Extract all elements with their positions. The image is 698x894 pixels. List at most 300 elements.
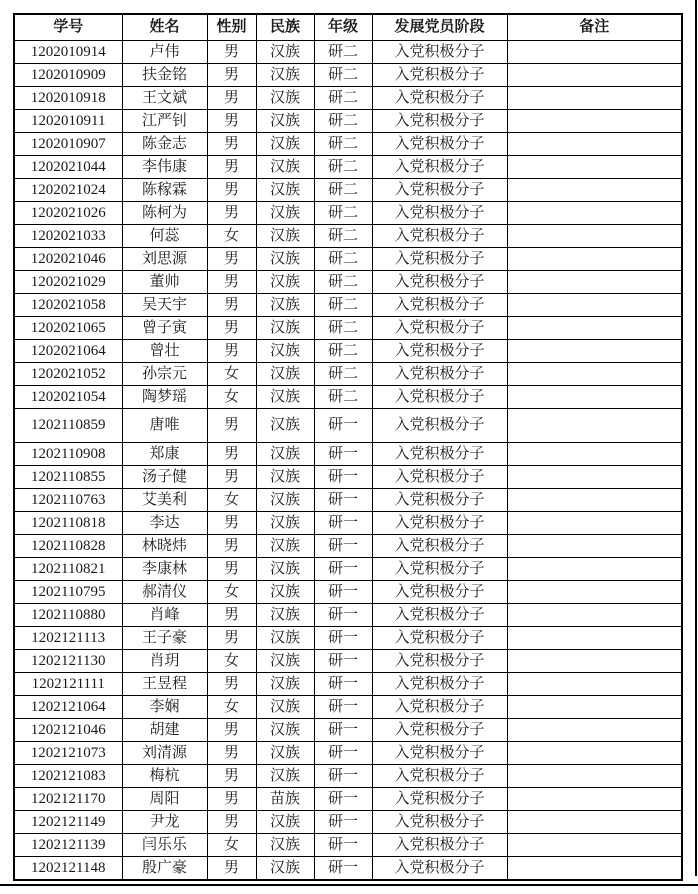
cell-grade: 研二 — [314, 202, 372, 225]
cell-ethnicity: 汉族 — [256, 650, 314, 673]
cell-party-stage: 入党积极分子 — [372, 627, 507, 650]
cell-student-id: 1202110855 — [14, 466, 122, 489]
cell-remarks — [507, 363, 682, 386]
table-row — [14, 719, 682, 742]
cell-gender: 女 — [207, 489, 256, 512]
table-row — [14, 742, 682, 765]
page-edge-right-line — [695, 0, 697, 876]
cell-grade: 研一 — [314, 742, 372, 765]
header-name: 姓名 — [122, 14, 207, 41]
cell-name: 扶金铭 — [122, 64, 207, 87]
cell-remarks — [507, 340, 682, 363]
cell-student-id: 1202021024 — [14, 179, 122, 202]
cell-student-id: 1202121139 — [14, 834, 122, 857]
cell-ethnicity: 汉族 — [256, 857, 314, 881]
header-remarks: 备注 — [507, 14, 682, 41]
cell-grade: 研二 — [314, 41, 372, 64]
cell-grade: 研二 — [314, 110, 372, 133]
cell-remarks — [507, 225, 682, 248]
table-row — [14, 156, 682, 179]
cell-student-id: 1202121149 — [14, 811, 122, 834]
cell-grade: 研一 — [314, 673, 372, 696]
cell-party-stage: 入党积极分子 — [372, 110, 507, 133]
cell-party-stage: 入党积极分子 — [372, 317, 507, 340]
cell-gender: 女 — [207, 696, 256, 719]
table-row — [14, 788, 682, 811]
cell-name: 陶梦瑶 — [122, 386, 207, 409]
cell-student-id: 1202121130 — [14, 650, 122, 673]
cell-student-id: 1202021033 — [14, 225, 122, 248]
cell-ethnicity: 汉族 — [256, 340, 314, 363]
cell-name: 王子豪 — [122, 627, 207, 650]
cell-name: 陈柯为 — [122, 202, 207, 225]
cell-ethnicity: 汉族 — [256, 466, 314, 489]
cell-student-id: 1202021026 — [14, 202, 122, 225]
cell-ethnicity: 汉族 — [256, 133, 314, 156]
cell-remarks — [507, 87, 682, 110]
table-row — [14, 409, 682, 443]
cell-party-stage: 入党积极分子 — [372, 857, 507, 881]
cell-name: 尹龙 — [122, 811, 207, 834]
cell-name: 梅杭 — [122, 765, 207, 788]
cell-remarks — [507, 788, 682, 811]
table-row — [14, 110, 682, 133]
cell-remarks — [507, 834, 682, 857]
cell-gender: 男 — [207, 857, 256, 881]
cell-name: 王文斌 — [122, 87, 207, 110]
header-ethnicity: 民族 — [256, 14, 314, 41]
header-party-stage: 发展党员阶段 — [372, 14, 507, 41]
cell-gender: 男 — [207, 317, 256, 340]
cell-remarks — [507, 133, 682, 156]
cell-name: 王昱程 — [122, 673, 207, 696]
cell-remarks — [507, 765, 682, 788]
cell-ethnicity: 汉族 — [256, 742, 314, 765]
header-student-id: 学号 — [14, 14, 122, 41]
cell-student-id: 1202021029 — [14, 271, 122, 294]
table-row — [14, 248, 682, 271]
cell-grade: 研二 — [314, 363, 372, 386]
table-row — [14, 225, 682, 248]
cell-grade: 研二 — [314, 225, 372, 248]
cell-student-id: 1202010918 — [14, 87, 122, 110]
cell-party-stage: 入党积极分子 — [372, 673, 507, 696]
table-row — [14, 765, 682, 788]
table-row — [14, 512, 682, 535]
cell-gender: 女 — [207, 581, 256, 604]
cell-gender: 男 — [207, 558, 256, 581]
cell-name: 曾子寅 — [122, 317, 207, 340]
cell-remarks — [507, 673, 682, 696]
cell-party-stage: 入党积极分子 — [372, 466, 507, 489]
cell-ethnicity: 汉族 — [256, 765, 314, 788]
table-row — [14, 558, 682, 581]
cell-remarks — [507, 627, 682, 650]
cell-student-id: 1202021044 — [14, 156, 122, 179]
table-row — [14, 179, 682, 202]
cell-name: 汤子健 — [122, 466, 207, 489]
cell-ethnicity: 汉族 — [256, 179, 314, 202]
cell-grade: 研一 — [314, 489, 372, 512]
cell-remarks — [507, 294, 682, 317]
cell-gender: 男 — [207, 248, 256, 271]
cell-name: 周阳 — [122, 788, 207, 811]
cell-party-stage: 入党积极分子 — [372, 535, 507, 558]
cell-name: 李达 — [122, 512, 207, 535]
cell-ethnicity: 汉族 — [256, 248, 314, 271]
cell-remarks — [507, 558, 682, 581]
cell-name: 江严钊 — [122, 110, 207, 133]
table-row — [14, 271, 682, 294]
cell-ethnicity: 汉族 — [256, 696, 314, 719]
cell-grade: 研一 — [314, 834, 372, 857]
table-row — [14, 202, 682, 225]
cell-party-stage: 入党积极分子 — [372, 788, 507, 811]
cell-student-id: 1202021064 — [14, 340, 122, 363]
table-row — [14, 294, 682, 317]
cell-student-id: 1202021054 — [14, 386, 122, 409]
cell-party-stage: 入党积极分子 — [372, 64, 507, 87]
cell-grade: 研一 — [314, 857, 372, 881]
cell-party-stage: 入党积极分子 — [372, 248, 507, 271]
cell-remarks — [507, 466, 682, 489]
cell-student-id: 1202121046 — [14, 719, 122, 742]
cell-grade: 研一 — [314, 788, 372, 811]
cell-party-stage: 入党积极分子 — [372, 811, 507, 834]
cell-remarks — [507, 248, 682, 271]
cell-remarks — [507, 811, 682, 834]
cell-grade: 研一 — [314, 650, 372, 673]
cell-party-stage: 入党积极分子 — [372, 156, 507, 179]
cell-gender: 男 — [207, 294, 256, 317]
table-row — [14, 133, 682, 156]
cell-gender: 男 — [207, 788, 256, 811]
cell-name: 肖峰 — [122, 604, 207, 627]
cell-ethnicity: 苗族 — [256, 788, 314, 811]
cell-gender: 男 — [207, 604, 256, 627]
cell-ethnicity: 汉族 — [256, 202, 314, 225]
cell-name: 郝清仪 — [122, 581, 207, 604]
cell-gender: 男 — [207, 466, 256, 489]
header-row — [14, 14, 682, 41]
cell-student-id: 1202121148 — [14, 857, 122, 881]
table-row — [14, 811, 682, 834]
cell-ethnicity: 汉族 — [256, 317, 314, 340]
cell-party-stage: 入党积极分子 — [372, 443, 507, 466]
cell-name: 吴天宇 — [122, 294, 207, 317]
cell-remarks — [507, 650, 682, 673]
cell-remarks — [507, 386, 682, 409]
cell-party-stage: 入党积极分子 — [372, 719, 507, 742]
cell-name: 卢伟 — [122, 41, 207, 64]
table-row — [14, 64, 682, 87]
cell-gender: 男 — [207, 409, 256, 443]
table-row — [14, 834, 682, 857]
cell-gender: 男 — [207, 202, 256, 225]
cell-student-id: 1202010909 — [14, 64, 122, 87]
cell-remarks — [507, 41, 682, 64]
cell-grade: 研二 — [314, 271, 372, 294]
cell-student-id: 1202110828 — [14, 535, 122, 558]
cell-party-stage: 入党积极分子 — [372, 271, 507, 294]
cell-party-stage: 入党积极分子 — [372, 409, 507, 443]
cell-remarks — [507, 857, 682, 881]
cell-grade: 研一 — [314, 811, 372, 834]
cell-grade: 研二 — [314, 133, 372, 156]
cell-ethnicity: 汉族 — [256, 87, 314, 110]
cell-remarks — [507, 604, 682, 627]
cell-party-stage: 入党积极分子 — [372, 742, 507, 765]
cell-gender: 男 — [207, 110, 256, 133]
cell-grade: 研二 — [314, 87, 372, 110]
table-row — [14, 87, 682, 110]
cell-name: 陈稼霖 — [122, 179, 207, 202]
cell-grade: 研二 — [314, 179, 372, 202]
cell-gender: 女 — [207, 225, 256, 248]
table-row — [14, 696, 682, 719]
student-roster-table — [13, 13, 683, 881]
cell-grade: 研一 — [314, 535, 372, 558]
cell-grade: 研二 — [314, 294, 372, 317]
cell-ethnicity: 汉族 — [256, 673, 314, 696]
cell-ethnicity: 汉族 — [256, 811, 314, 834]
cell-student-id: 1202121064 — [14, 696, 122, 719]
table-row — [14, 41, 682, 64]
cell-grade: 研一 — [314, 443, 372, 466]
cell-ethnicity: 汉族 — [256, 110, 314, 133]
cell-grade: 研一 — [314, 604, 372, 627]
cell-gender: 男 — [207, 41, 256, 64]
cell-grade: 研一 — [314, 512, 372, 535]
cell-ethnicity: 汉族 — [256, 294, 314, 317]
cell-student-id: 1202121083 — [14, 765, 122, 788]
table-row — [14, 466, 682, 489]
cell-ethnicity: 汉族 — [256, 386, 314, 409]
cell-grade: 研一 — [314, 765, 372, 788]
cell-ethnicity: 汉族 — [256, 271, 314, 294]
cell-party-stage: 入党积极分子 — [372, 294, 507, 317]
table-row — [14, 340, 682, 363]
cell-gender: 男 — [207, 64, 256, 87]
table-row — [14, 650, 682, 673]
cell-gender: 女 — [207, 363, 256, 386]
cell-name: 李康林 — [122, 558, 207, 581]
cell-grade: 研二 — [314, 248, 372, 271]
cell-remarks — [507, 581, 682, 604]
table-row — [14, 489, 682, 512]
cell-party-stage: 入党积极分子 — [372, 489, 507, 512]
cell-gender: 男 — [207, 443, 256, 466]
cell-name: 陈金志 — [122, 133, 207, 156]
cell-name: 肖玥 — [122, 650, 207, 673]
cell-remarks — [507, 317, 682, 340]
cell-grade: 研一 — [314, 696, 372, 719]
cell-gender: 男 — [207, 512, 256, 535]
table-row — [14, 581, 682, 604]
table-row — [14, 857, 682, 881]
cell-ethnicity: 汉族 — [256, 512, 314, 535]
cell-student-id: 1202121170 — [14, 788, 122, 811]
cell-ethnicity: 汉族 — [256, 64, 314, 87]
cell-name: 艾美利 — [122, 489, 207, 512]
cell-name: 殷广豪 — [122, 857, 207, 881]
cell-remarks — [507, 719, 682, 742]
cell-student-id: 1202021065 — [14, 317, 122, 340]
header-gender: 性别 — [207, 14, 256, 41]
cell-ethnicity: 汉族 — [256, 719, 314, 742]
cell-party-stage: 入党积极分子 — [372, 650, 507, 673]
cell-student-id: 1202110818 — [14, 512, 122, 535]
page-edge-bottom-line — [0, 884, 698, 886]
cell-remarks — [507, 156, 682, 179]
cell-name: 孙宗元 — [122, 363, 207, 386]
cell-gender: 女 — [207, 386, 256, 409]
cell-ethnicity: 汉族 — [256, 363, 314, 386]
cell-name: 林晓炜 — [122, 535, 207, 558]
cell-student-id: 1202121113 — [14, 627, 122, 650]
cell-name: 刘清源 — [122, 742, 207, 765]
table-row — [14, 317, 682, 340]
cell-party-stage: 入党积极分子 — [372, 386, 507, 409]
cell-student-id: 1202110880 — [14, 604, 122, 627]
cell-remarks — [507, 696, 682, 719]
cell-gender: 男 — [207, 340, 256, 363]
cell-gender: 男 — [207, 765, 256, 788]
cell-gender: 男 — [207, 156, 256, 179]
table-row — [14, 363, 682, 386]
cell-student-id: 1202010911 — [14, 110, 122, 133]
cell-remarks — [507, 443, 682, 466]
cell-party-stage: 入党积极分子 — [372, 340, 507, 363]
cell-name: 闫乐乐 — [122, 834, 207, 857]
cell-grade: 研一 — [314, 466, 372, 489]
cell-party-stage: 入党积极分子 — [372, 581, 507, 604]
cell-student-id: 1202110763 — [14, 489, 122, 512]
table-row — [14, 443, 682, 466]
table-row — [14, 535, 682, 558]
cell-grade: 研一 — [314, 558, 372, 581]
cell-name: 刘思源 — [122, 248, 207, 271]
cell-gender: 男 — [207, 811, 256, 834]
cell-remarks — [507, 742, 682, 765]
cell-name: 唐唯 — [122, 409, 207, 443]
cell-student-id: 1202110859 — [14, 409, 122, 443]
cell-name: 董帅 — [122, 271, 207, 294]
cell-grade: 研二 — [314, 317, 372, 340]
cell-gender: 女 — [207, 834, 256, 857]
cell-remarks — [507, 489, 682, 512]
cell-ethnicity: 汉族 — [256, 409, 314, 443]
cell-gender: 女 — [207, 650, 256, 673]
cell-party-stage: 入党积极分子 — [372, 133, 507, 156]
cell-party-stage: 入党积极分子 — [372, 41, 507, 64]
cell-party-stage: 入党积极分子 — [372, 604, 507, 627]
cell-ethnicity: 汉族 — [256, 156, 314, 179]
cell-student-id: 1202121073 — [14, 742, 122, 765]
cell-party-stage: 入党积极分子 — [372, 834, 507, 857]
cell-gender: 男 — [207, 179, 256, 202]
cell-party-stage: 入党积极分子 — [372, 512, 507, 535]
cell-gender: 男 — [207, 673, 256, 696]
cell-student-id: 1202110795 — [14, 581, 122, 604]
cell-remarks — [507, 409, 682, 443]
table-row — [14, 627, 682, 650]
cell-remarks — [507, 179, 682, 202]
cell-name: 李伟康 — [122, 156, 207, 179]
table-row — [14, 604, 682, 627]
cell-ethnicity: 汉族 — [256, 558, 314, 581]
cell-name: 曾壮 — [122, 340, 207, 363]
cell-grade: 研二 — [314, 386, 372, 409]
cell-party-stage: 入党积极分子 — [372, 363, 507, 386]
cell-remarks — [507, 512, 682, 535]
table-body — [14, 41, 682, 881]
cell-grade: 研一 — [314, 719, 372, 742]
cell-ethnicity: 汉族 — [256, 225, 314, 248]
cell-gender: 男 — [207, 271, 256, 294]
cell-ethnicity: 汉族 — [256, 581, 314, 604]
cell-grade: 研一 — [314, 627, 372, 650]
cell-name: 何蕊 — [122, 225, 207, 248]
cell-ethnicity: 汉族 — [256, 535, 314, 558]
table-row — [14, 386, 682, 409]
cell-student-id: 1202110908 — [14, 443, 122, 466]
cell-party-stage: 入党积极分子 — [372, 225, 507, 248]
cell-name: 郑康 — [122, 443, 207, 466]
cell-ethnicity: 汉族 — [256, 834, 314, 857]
cell-ethnicity: 汉族 — [256, 604, 314, 627]
cell-party-stage: 入党积极分子 — [372, 87, 507, 110]
cell-student-id: 1202121111 — [14, 673, 122, 696]
cell-grade: 研二 — [314, 340, 372, 363]
cell-student-id: 1202021052 — [14, 363, 122, 386]
cell-remarks — [507, 535, 682, 558]
cell-grade: 研二 — [314, 64, 372, 87]
cell-remarks — [507, 110, 682, 133]
cell-gender: 男 — [207, 627, 256, 650]
cell-gender: 男 — [207, 535, 256, 558]
cell-grade: 研二 — [314, 156, 372, 179]
cell-ethnicity: 汉族 — [256, 41, 314, 64]
cell-party-stage: 入党积极分子 — [372, 202, 507, 225]
cell-ethnicity: 汉族 — [256, 627, 314, 650]
cell-remarks — [507, 64, 682, 87]
cell-name: 李娴 — [122, 696, 207, 719]
cell-remarks — [507, 271, 682, 294]
cell-party-stage: 入党积极分子 — [372, 558, 507, 581]
cell-ethnicity: 汉族 — [256, 489, 314, 512]
cell-name: 胡建 — [122, 719, 207, 742]
cell-grade: 研一 — [314, 581, 372, 604]
table-row — [14, 673, 682, 696]
cell-student-id: 1202010914 — [14, 41, 122, 64]
cell-gender: 男 — [207, 719, 256, 742]
cell-grade: 研一 — [314, 409, 372, 443]
cell-student-id: 1202110821 — [14, 558, 122, 581]
cell-party-stage: 入党积极分子 — [372, 765, 507, 788]
cell-gender: 男 — [207, 87, 256, 110]
table-header — [14, 14, 682, 41]
cell-remarks — [507, 202, 682, 225]
cell-party-stage: 入党积极分子 — [372, 179, 507, 202]
cell-gender: 男 — [207, 742, 256, 765]
cell-student-id: 1202010907 — [14, 133, 122, 156]
cell-student-id: 1202021058 — [14, 294, 122, 317]
cell-student-id: 1202021046 — [14, 248, 122, 271]
cell-ethnicity: 汉族 — [256, 443, 314, 466]
cell-gender: 男 — [207, 133, 256, 156]
header-grade: 年级 — [314, 14, 372, 41]
